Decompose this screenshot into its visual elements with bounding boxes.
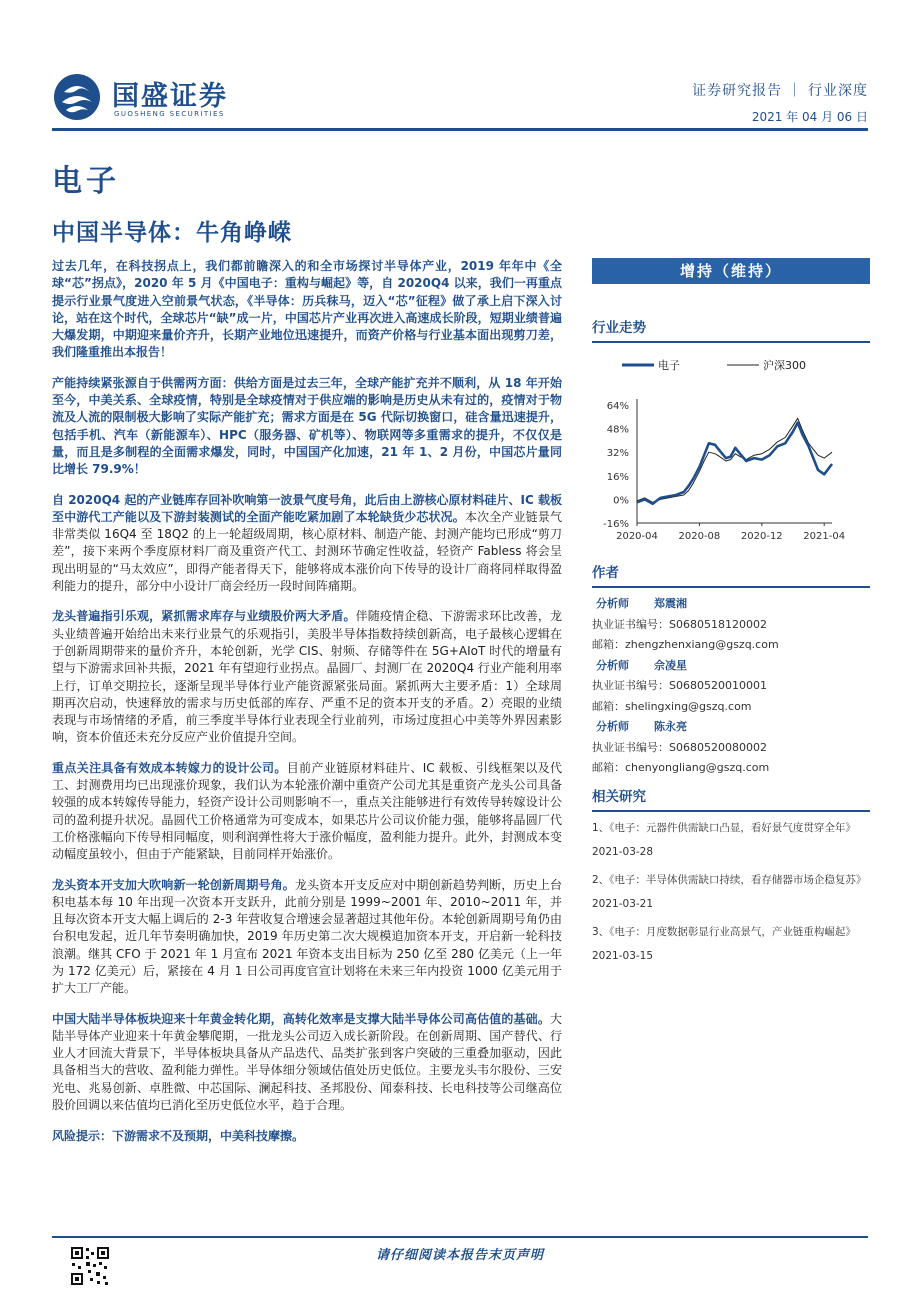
paragraph-lead: 中国大陆半导体板块迎来十年黄金转化期，高转化效率是支撑大陆半导体公司高估值的基础。 [52, 1011, 550, 1026]
author-email-row [592, 697, 870, 718]
sidebar [592, 258, 870, 972]
paragraph-lead: 产能持续紧张源自于供需两方面：供给方面是过去三年，全球产能扩充并不顺利，从 18 年开始至今，中美关系、全球疫情，特别是全球疫情对于供应端的影响是历史从未有过的，疫情对于物流及人流的限制极大影响了实际产能扩充；需求方面是在 5G 代际切换窗口，硅含量迅速提升，包括手机、汽车（新能源车）、HPC（服务器、矿机等）、物联网等多重需求的提升，不仅仅是量，而且是多制程的全面需求爆发，同时，中国国产化加速，21 年 1、2 月份，中国芯片量同比增长 79.9%！ [52, 375, 562, 477]
y-tick-label: 48% [606, 424, 629, 436]
rating-badge: 增持（维持） [592, 258, 870, 284]
paragraph-lead: 过去几年，在科技拐点上，我们都前瞻深入的和全市场探讨半导体产业，2019 年年中《全球“芯”拐点》，2020 年 5 月《中国电子：重构与崛起》等，自 2020Q4 以来，我们一再重点提示行业景气度进入空前景气状态，《半导体：历兵秣马，迈入“芯”征程》做了承上启下深入讨论，站在这个时代，全球芯片“缺”成一片，中国芯片产业再次进入高速成长阶段，短期业绩普遍大爆发期，中期迎来量价齐升，长期产业地位迅速提升，而资产价格与行业基本面出现剪刀差，我们隆重推出本报告！ [52, 259, 562, 360]
guosheng-logo-icon [52, 72, 102, 122]
cert-label: 执业证书编号： [592, 679, 669, 692]
related-date: 2021-03-21 [592, 897, 654, 910]
x-tick-label: 2021-04 [803, 531, 846, 542]
legend-label: 沪深300 [763, 359, 806, 372]
x-tick-label: 2020-12 [740, 531, 783, 542]
report-title: 中国半导体：牛角峥嵘 [52, 220, 292, 246]
author-cert-row [592, 738, 870, 759]
paragraph-text: 龙头资本开支反应对中期创新趋势判断，历史上台积电基本每 10 年出现一次资本开支跃升，此前分别是 1999~2001 年、2010~2011 年，并且每次资本开支大幅上调后的 2-3 年营收复合增速会显著超过其他年份。本轮创新周期号角仍由台积电发起，近几年节奏明确加快，2019 年历史第二次大规模追加资本开支，开启新一轮科技浪潮。继其 CFO 于 2021 年 1 月宣布 2021 年资本支出目标为 250 亿至 280 亿美元（上一年为 172 亿美元）后，紧接在 4 月 1 日公司再度官宣计划将在未来三年内投资 1000 亿美元用于扩大工厂产能。 [52, 877, 562, 996]
author-email-row [592, 758, 870, 779]
csi300-series-line [637, 418, 832, 502]
header-meta [692, 80, 868, 125]
risk-warning: 风险提示：下游需求不及预期，中美科技摩擦。 [52, 1129, 305, 1144]
paragraph-lead: 龙头普遍指引乐观，紧抓需求库存与业绩股价两大矛盾。 [52, 609, 356, 624]
report-type: 证券研究报告 ｜ 行业深度 [692, 83, 868, 99]
related-date: 2021-03-15 [592, 949, 654, 962]
author-email-link[interactable]: shelingxing@gszq.com [625, 699, 752, 713]
cert-number: S0680520010001 [669, 679, 767, 692]
cert-label: 执业证书编号： [592, 617, 669, 631]
report-date: 2021 年 04 月 06 日 [751, 110, 868, 124]
summary-paragraphs [52, 258, 562, 1114]
paragraph-text: 本次全产业链景气非常类似 16Q4 至 18Q2 的上一轮超级周期，核心原材料、制造产能、封测产能均已形成“剪刀差”，接下来两个季度原材料厂商及重资产代工、封测环节确定性收益，轻资产 Fabless 将会呈现出明显的“马太效应”，即得产能者得天下，能够将成本涨价向下传导的设计厂商将同样取得盈利能力的提升，部分中小设计厂商会经历一段时间阵痛期。 [52, 509, 562, 594]
y-tick-label: -16% [603, 519, 629, 530]
summary-paragraph [52, 375, 562, 479]
trend-section-title: 行业走势 [592, 316, 870, 343]
summary-paragraph [52, 1011, 562, 1115]
authors-list [592, 594, 870, 779]
paragraph-lead: 龙头资本开支加大吹响新一轮创新周期号角。 [52, 877, 295, 892]
footer-divider [52, 1236, 868, 1238]
author-role: 分析师 [596, 720, 629, 733]
author-email-link[interactable]: zhengzhenxiang@gszq.com [625, 638, 779, 651]
cert-number: S0680518120002 [669, 617, 767, 631]
author-role: 分析师 [596, 597, 629, 610]
paragraph-text: 目前产业链原材料硅片、IC 载板、引线框架以及代工、封测费用均已出现涨价现象，我们认为本轮涨价潮中重资产公司尤其是重资产龙头公司具备较强的成本转嫁传导能力，轻资产设计公司则影响不一，重点关注能够进行有效传导转嫁设计公司的盈利提升状况。晶圆代工价格通常为可变成本，如果芯片公司议价能力强，能够将晶圆厂代工价格涨幅向下传导相同幅度，则利润弹性将大于涨价幅度，盈利能力提升。此外，封测成本变动幅度虽较小，但由于产能紧缺，目前同样开始涨价。 [52, 760, 562, 862]
author-name: 郑震湘 [654, 597, 687, 610]
company-name-en: GUOSHENG SECURITIES [114, 110, 225, 118]
y-tick-label: 0% [613, 495, 629, 507]
cert-label: 执业证书编号： [592, 740, 669, 754]
author-name-row [592, 656, 870, 677]
related-item[interactable] [592, 920, 870, 968]
y-tick-label: 64% [606, 401, 629, 412]
x-tick-label: 2020-08 [678, 531, 721, 542]
y-tick-label: 16% [606, 471, 629, 483]
related-research-list [592, 816, 870, 968]
paragraph-lead: 自 2020Q4 起的产业链库存回补吹响第一波景气度号角，此后由上游核心原材料硅片、IC 载板至中游代工产能以及下游封装测试的全面产能吃紧加剧了本轮缺货少芯状况。 [52, 492, 562, 524]
cert-number: S0680520080002 [669, 740, 767, 754]
author-cert-row [592, 676, 870, 697]
industry-trend-chart [592, 353, 870, 542]
email-label: 邮箱： [592, 638, 625, 651]
authors-section-title: 作者 [592, 561, 870, 588]
trend-chart-svg [592, 353, 870, 542]
author-role: 分析师 [596, 658, 629, 672]
paragraph-text: 伴随疫情企稳、下游需求环比改善，龙头业绩普遍开始给出未来行业景气的乐观指引，美股半导体指数持续创新高，电子最核心逻辑在于创新周期带来的量价齐升，本轮创新，光学 CIS、射频、存储等件在 5G+AIoT 时代的增量有望与下游需求回补共振，2021 年有望迎行业拐点。晶圆厂、封测厂在 2020Q4 行业产能利用率上行，订单交期拉长，逐渐呈现半导体行业产能资源紧张局面。紧抓两大主要矛盾：1）全球周期再次启动，快速释放的需求与历史低部的库存、严重不足的资本开支的矛盾。2）亮眼的业绩表现与市场情绪的矛盾，前三季度半导体行业表现全行业前列，市场过度担心中美等外界因素影响，资本价值还未充分反应产业价值提升空间。 [52, 609, 562, 745]
paragraph-lead: 重点关注具备有效成本转嫁力的设计公司。 [52, 760, 287, 775]
author-email-link[interactable]: chenyongliang@gszq.com [625, 761, 770, 774]
sector-heading: 电子 [52, 164, 120, 199]
author-name-row [592, 717, 870, 738]
electronics-series-line [637, 423, 832, 504]
related-section-title: 相关研究 [592, 785, 870, 812]
related-title: 2、《电子：半导体供需缺口持续，看存储器市场企稳复苏》 [592, 873, 867, 886]
related-date: 2021-03-28 [592, 845, 654, 858]
company-name-cn: 国盛证券 [112, 81, 228, 112]
y-tick-label: 32% [606, 448, 629, 460]
summary-paragraph [52, 492, 562, 596]
author-email-row [592, 635, 870, 656]
summary-paragraph [52, 760, 562, 864]
author-name-row [592, 594, 870, 615]
legend-label: 电子 [658, 359, 680, 372]
related-title: 1、《电子：元器件供需缺口凸显，看好景气度贯穿全年》 [592, 821, 856, 834]
footer-disclaimer: 请仔细阅读本报告末页声明 [375, 1248, 544, 1263]
company-logo [52, 66, 252, 126]
summary-paragraph [52, 258, 562, 362]
main-body [52, 258, 562, 1144]
author-name: 陈永亮 [654, 720, 687, 733]
email-label: 邮箱： [592, 761, 625, 774]
summary-paragraph [52, 608, 562, 746]
paragraph-text: 大陆半导体产业迎来十年黄金攀爬期，一批龙头公司迈入成长新阶段。在创新周期、国产替代、行业人才回流大背景下，半导体板块具备从产品迭代、品类扩张到客户突破的三重叠加驱动，因此具备相当大的营收、盈利能力弹性。半导体细分领域估值处历史低位。主要龙头韦尔股份、三安光电、兆易创新、卓胜微、中芯国际、澜起科技、圣邦股份、闻泰科技、长电科技等公司继高位股价回调以来估值均已消化至历史低位水平，趋于合理。 [52, 1011, 562, 1113]
header-divider [52, 128, 868, 131]
related-item[interactable] [592, 868, 870, 916]
related-title: 3、《电子：月度数据彰显行业高景气，产业链重构崛起》 [592, 925, 856, 938]
author-name: 佘凌星 [654, 658, 687, 672]
summary-paragraph [52, 877, 562, 998]
author-cert-row [592, 615, 870, 636]
related-item[interactable] [592, 816, 870, 864]
email-label: 邮箱： [592, 699, 625, 713]
x-tick-label: 2020-04 [616, 531, 658, 542]
